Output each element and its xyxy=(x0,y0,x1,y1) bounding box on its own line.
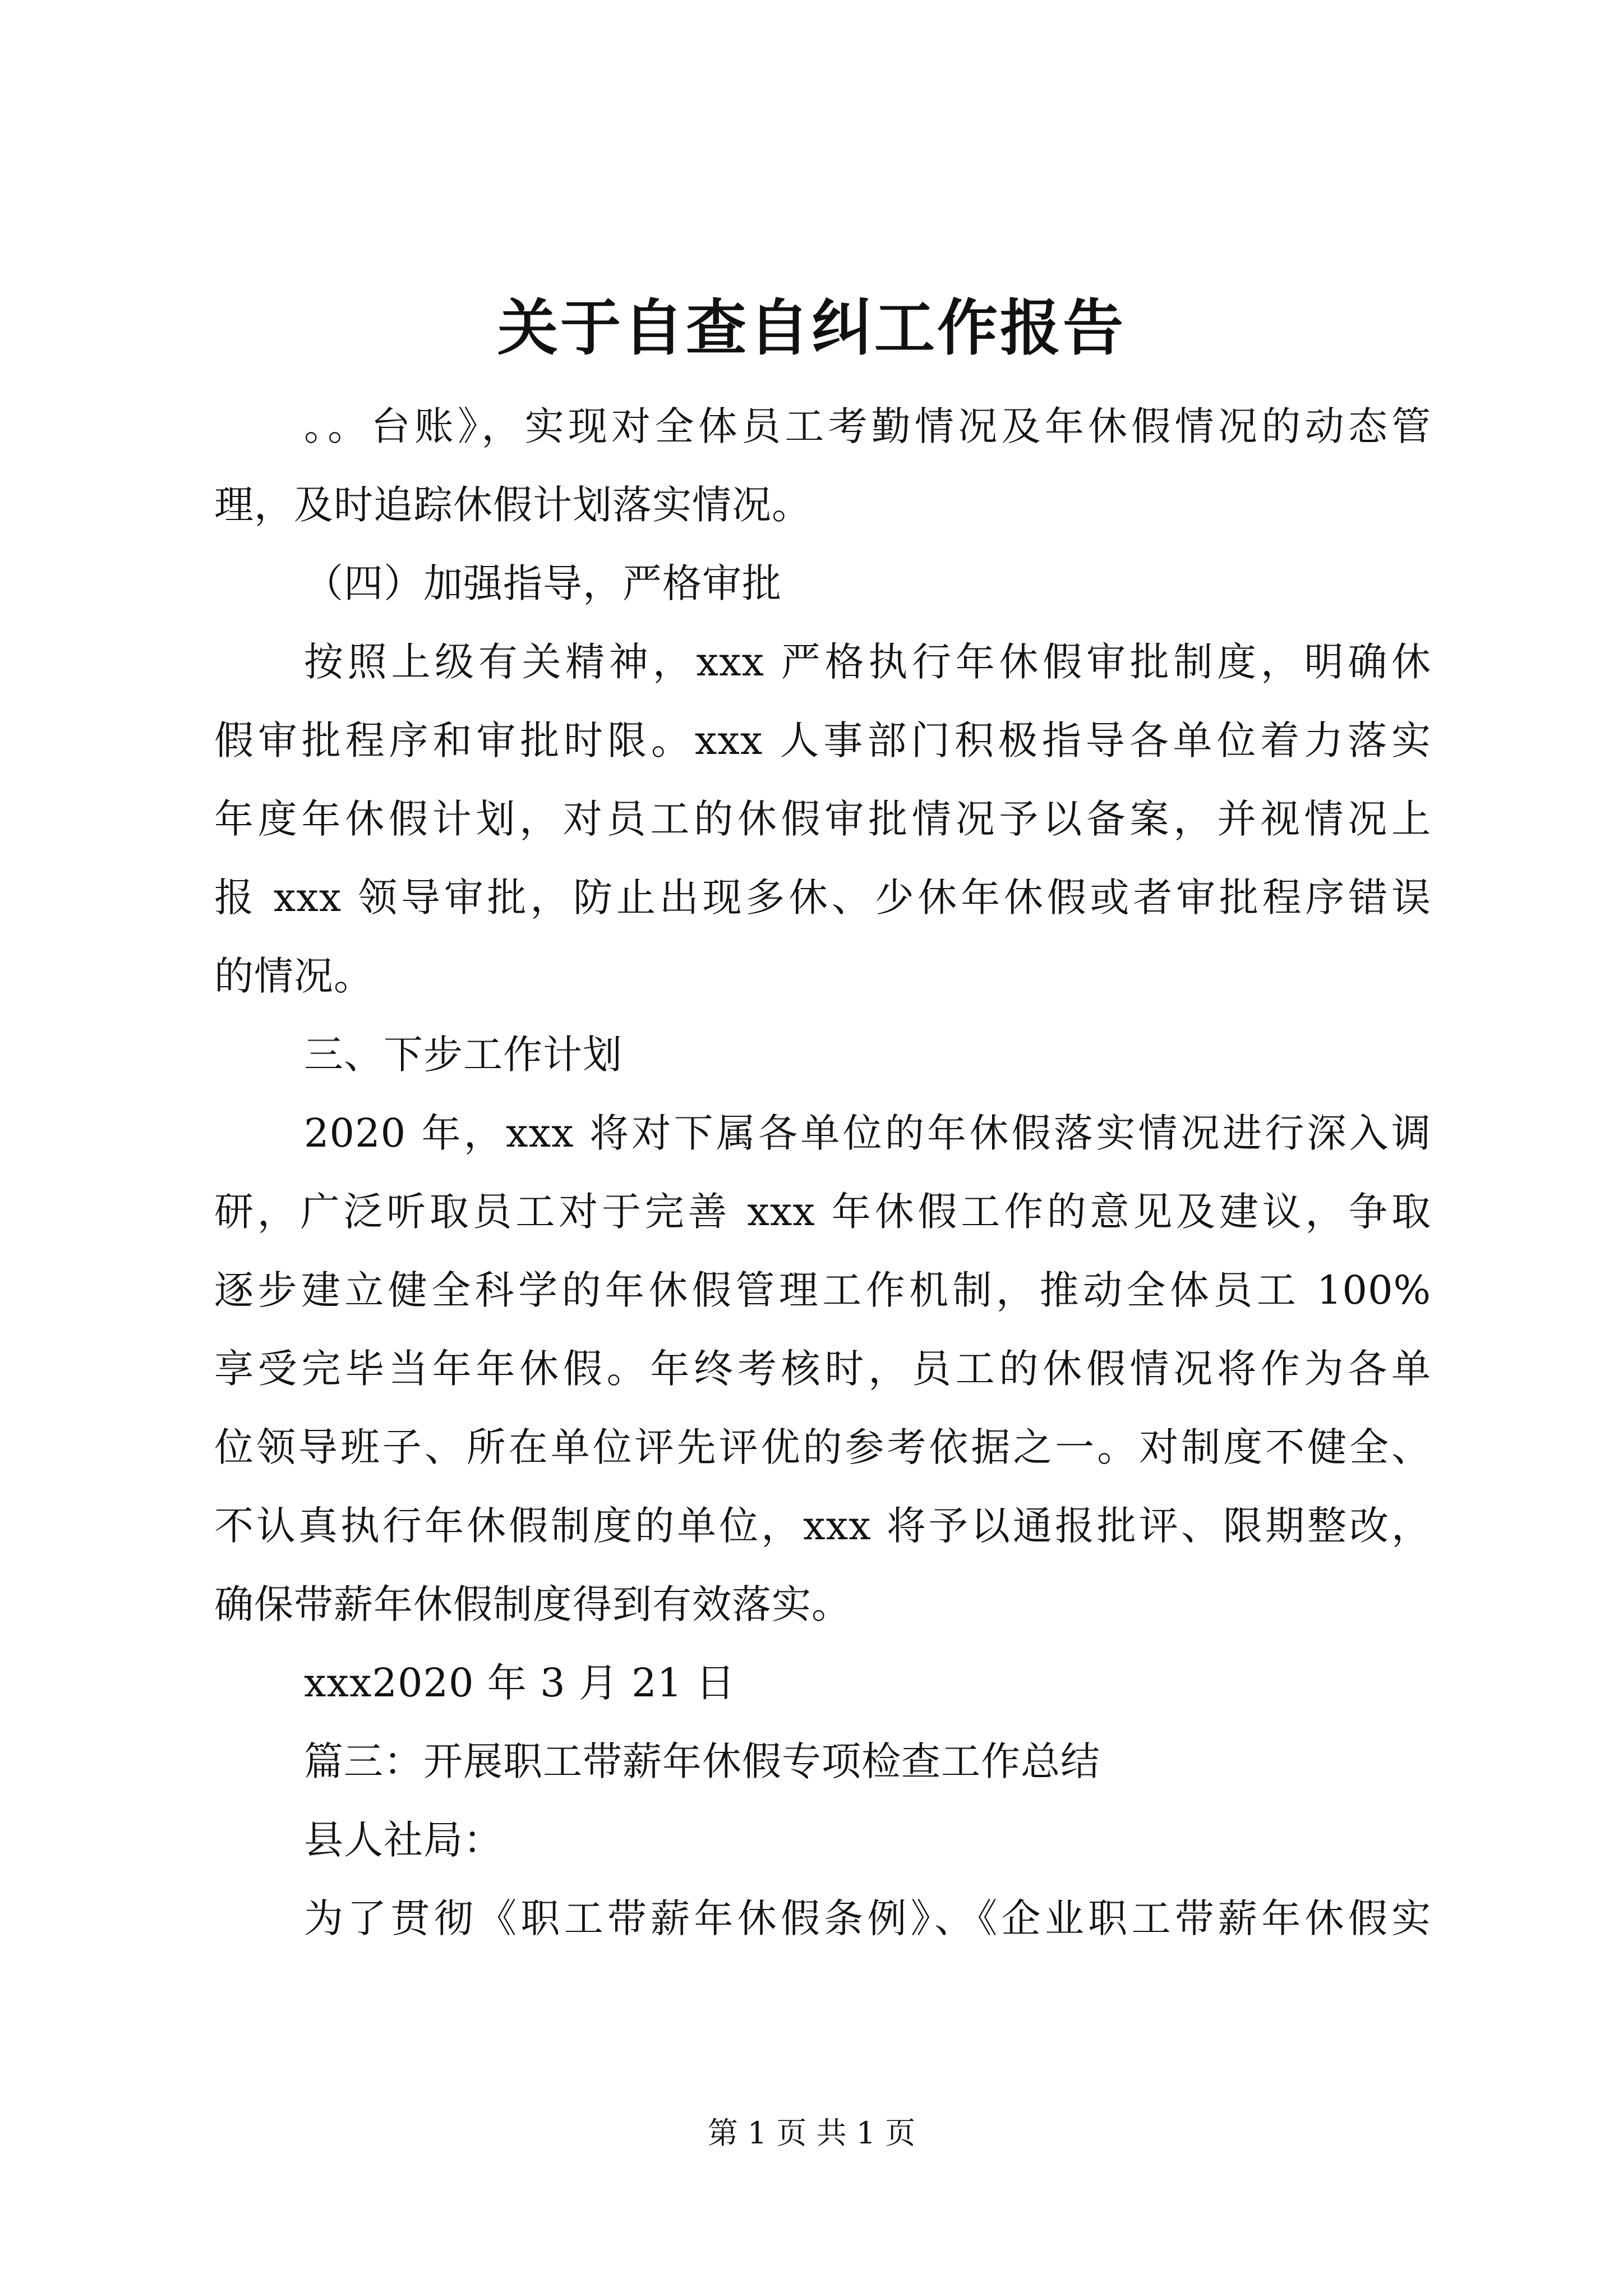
text-line: 享受完毕当年年休假。年终考核时，员工的休假情况将作为各单 xyxy=(214,1346,1431,1392)
text-line: 不认真执行年休假制度的单位，xxx 将予以通报批评、限期整改， xyxy=(214,1503,1431,1549)
text-line: 假审批程序和审批时限。xxx 人事部门积极指导各单位着力落实 xyxy=(214,717,1431,763)
text-line: 确保带薪年休假制度得到有效落实。 xyxy=(214,1581,851,1627)
text-line: 年度年休假计划，对员工的休假审批情况予以备案，并视情况上 xyxy=(214,796,1431,842)
text-line: 逐步建立健全科学的年休假管理工作机制，推动全体员工 100% xyxy=(214,1267,1431,1313)
page-number-footer: 第 1 页 共 1 页 xyxy=(707,2115,916,2151)
section-heading: 篇三：开展职工带薪年休假专项检查工作总结 xyxy=(304,1738,1100,1784)
text-line: 2020 年，xxx 将对下属各单位的年休假落实情况进行深入调 xyxy=(304,1110,1431,1156)
document-body xyxy=(214,387,1431,1958)
section-heading: （四）加强指导，严格审批 xyxy=(304,560,782,606)
text-line: 的情况。 xyxy=(214,953,374,999)
text-line: 报 xxx 领导审批，防止出现多休、少休年休假或者审批程序错误 xyxy=(214,875,1431,921)
text-line: 按照上级有关精神，xxx 严格执行年休假审批制度，明确休 xyxy=(304,639,1431,685)
salutation-line: 县人社局： xyxy=(304,1817,503,1863)
text-line: 位领导班子、所在单位评先评优的参考依据之一。对制度不健全、 xyxy=(214,1424,1431,1470)
text-line: 。。台账》，实现对全体员工考勤情况及年休假情况的动态管 xyxy=(304,403,1431,449)
section-heading: 三、下步工作计划 xyxy=(304,1032,623,1078)
text-line: 为了贯彻《职工带薪年休假条例》、《企业职工带薪年休假实 xyxy=(304,1895,1431,1941)
date-line: xxx2020 年 3 月 21 日 xyxy=(304,1660,736,1706)
text-line: 研，广泛听取员工对于完善 xxx 年休假工作的意见及建议，争取 xyxy=(214,1189,1431,1235)
text-line: 理，及时追踪休假计划落实情况。 xyxy=(214,482,811,528)
document-title: 关于自查自纠工作报告 xyxy=(497,293,1126,364)
